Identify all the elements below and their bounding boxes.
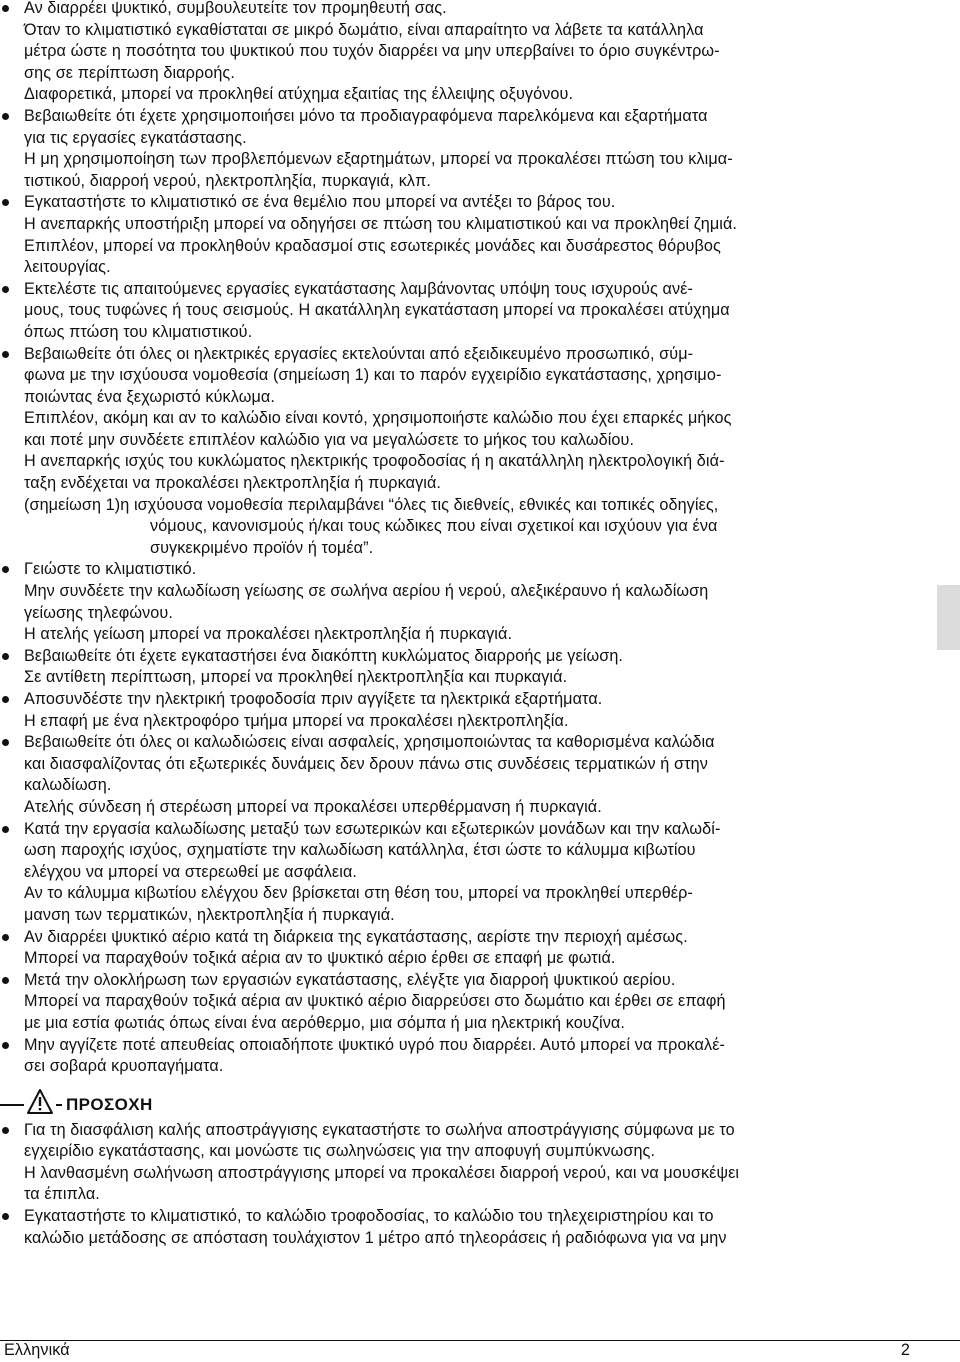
text-line: Σε αντίθετη περίπτωση, μπορεί να προκληθεί ηλεκτροπληξία και πυρκαγιά. <box>24 668 568 687</box>
caution-header <box>0 1090 912 1120</box>
text-line: τιστικού, διαρροή νερού, ηλεκτροπληξία, πυρκαγιά, κλπ. <box>24 171 431 190</box>
warning-triangle-icon <box>26 1088 54 1116</box>
text-line: Για τη διασφάλιση καλής αποστράγγισης εγκαταστήστε το σωλήνα αποστράγγισης σύμφωνα με το <box>24 1120 735 1139</box>
text-line: (σημείωση 1)η ισχύουσα νομοθεσία περιλαμβάνει “όλες τις διεθνείς, εθνικές και τοπικές οδηγίες, <box>24 495 719 514</box>
text-line: Επιπλέον, ακόμη και αν το καλώδιο είναι κοντό, χρησιμοποιήστε καλώδιο που έχει επαρκές μήκος <box>24 409 732 428</box>
text-line: Διαφορετικά, μπορεί να προκληθεί ατύχημα εξαιτίας της έλλειψης οξυγόνου. <box>24 85 574 104</box>
text-line: Εκτελέστε τις απαιτούμενες εργασίες εγκατάστασης λαμβάνοντας υπόψη τους ισχυρούς ανέ- <box>24 279 693 298</box>
bullet-item <box>0 1206 912 1249</box>
bullet-item <box>0 970 912 1035</box>
bullet-item <box>0 732 912 818</box>
caution-rule-right <box>56 1104 62 1106</box>
text-line: μανση των τερματικών, ηλεκτροπληξία ή πυρκαγιά. <box>24 905 395 924</box>
text-line: τα έπιπλα. <box>24 1185 100 1204</box>
text-line: Βεβαιωθείτε ότι έχετε χρησιμοποιήσει μόνο τα προδιαγραφόμενα παρελκόμενα και εξαρτήματα <box>24 106 708 125</box>
text-line: σει σοβαρά κρυοπαγήματα. <box>24 1057 224 1076</box>
text-line: Βεβαιωθείτε ότι όλες οι ηλεκτρικές εργασίες εκτελούνται από εξειδικευμένο προσωπικό, σύμ- <box>24 344 694 363</box>
bullet-icon <box>2 351 9 358</box>
text-line: Αν το κάλυμμα κιβωτίου ελέγχου δεν βρίσκεται στη θέση του, μπορεί να προκληθεί υπερθέρ- <box>24 884 693 903</box>
bullet-item <box>0 819 912 927</box>
bullet-item <box>0 689 912 732</box>
bullet-icon <box>2 977 9 984</box>
text-line: Εγκαταστήστε το κλιματιστικό σε ένα θεμέλιο που μπορεί να αντέξει το βάρος του. <box>24 193 616 212</box>
bullet-icon <box>2 1042 9 1049</box>
bullet-item <box>0 1035 912 1078</box>
text-line: καλώδιο μετάδοσης σε απόσταση τουλάχιστον 1 μέτρο από τηλεοράσεις ή ραδιόφωνα για να μην <box>24 1228 727 1247</box>
bullet-icon <box>2 1127 9 1134</box>
text-line: Μπορεί να παραχθούν τοξικά αέρια αν το ψυκτικό αέριο έρθει σε επαφή με φωτιά. <box>24 949 616 968</box>
text-line: λειτουργίας. <box>24 258 111 277</box>
text-line: σης σε περίπτωση διαρροής. <box>24 63 235 82</box>
text-line: με μια εστία φωτιάς όπως είναι ένα αερόθερμο, μια σόμπα ή μια ηλεκτρική κουζίνα. <box>24 1013 625 1032</box>
caution-list <box>0 1120 912 1250</box>
text-line: Γειώστε το κλιματιστικό. <box>24 560 197 579</box>
text-line: ωση παροχής ισχύος, σχηματίστε την καλωδίωση κατάλληλα, έτσι ώστε το κάλυμμα κιβωτίου <box>24 841 696 860</box>
bullet-item <box>0 646 912 689</box>
bullet-icon <box>2 696 9 703</box>
text-line: Η μη χρησιμοποίηση των προβλεπόμενων εξαρτημάτων, μπορεί να προκαλέσει πτώση του κλιμα- <box>24 150 733 169</box>
text-line: και ποτέ μην συνδέετε επιπλέον καλώδιο για να μεγαλώσετε το μήκος του καλωδίου. <box>24 430 635 449</box>
bullet-icon <box>2 826 9 833</box>
text-line: για τις εργασίες εγκατάστασης. <box>24 128 247 147</box>
footer-rule <box>0 1340 960 1341</box>
text-line: Η λανθασμένη σωλήνωση αποστράγγισης μπορεί να προκαλέσει διαρροή νερού, και να μουσκέψει <box>24 1163 740 1182</box>
text-line: εγχειρίδιο εγκατάστασης, και μονώστε τις σωληνώσεις για την αποφυγή συμπύκνωσης. <box>24 1142 656 1161</box>
text-line: Επιπλέον, μπορεί να προκληθούν κραδασμοί στις εσωτερικές μονάδες και δυσάρεστος θόρυβος <box>24 236 721 255</box>
text-line: Όταν το κλιματιστικό εγκαθίσταται σε μικρό δωμάτιο, είναι απαραίτητο να λάβετε τα κατάλληλα <box>24 20 704 39</box>
text-line: φωνα με την ισχύουσα νομοθεσία (σημείωση 1) και το παρόν εγχειρίδιο εγκατάστασης, χρησιμο- <box>24 366 722 385</box>
text-line: ταξη ενδέχεται να προκαλέσει ηλεκτροπληξία ή πυρκαγιά. <box>24 474 442 493</box>
bullet-icon <box>2 1213 9 1220</box>
bullet-icon <box>2 653 9 660</box>
bullet-icon <box>2 566 9 573</box>
text-line: Μπορεί να παραχθούν τοξικά αέρια αν ψυκτικό αέριο διαρρεύσει στο δωμάτιο και έρθει σε επαφή <box>24 992 726 1011</box>
text-line: Η ανεπαρκής ισχύς του κυκλώματος ηλεκτρικής τροφοδοσίας ή η ακατάλληλη ηλεκτρολογική διά- <box>24 452 725 471</box>
text-line: Βεβαιωθείτε ότι έχετε εγκαταστήσει ένα διακόπτη κυκλώματος διαρροής με γείωση. <box>24 646 624 665</box>
text-line: Η επαφή με ένα ηλεκτροφόρο τμήμα μπορεί να προκαλέσει ηλεκτροπληξία. <box>24 711 569 730</box>
bullet-item <box>0 344 912 495</box>
footer-language: Ελληνικά <box>4 1341 70 1359</box>
text-line: συγκεκριμένο προϊόν ή τομέα”. <box>150 538 374 557</box>
bullet-icon <box>2 113 9 120</box>
note-paragraph <box>0 495 912 560</box>
text-line: Η ανεπαρκής υποστήριξη μπορεί να οδηγήσει σε πτώση του κλιματιστικού και να προκληθεί ζημιά. <box>24 214 738 233</box>
bullet-icon <box>2 286 9 293</box>
page-number: 2 <box>900 1341 910 1359</box>
bullet-icon <box>2 5 9 12</box>
text-line: Αποσυνδέστε την ηλεκτρική τροφοδοσία πριν αγγίξετε τα ηλεκτρικά εξαρτήματα. <box>24 690 603 708</box>
text-line: Η ατελής γείωση μπορεί να προκαλέσει ηλεκτροπληξία ή πυρκαγιά. <box>24 625 513 644</box>
caution-rule <box>0 1104 24 1106</box>
bullet-item <box>0 927 912 970</box>
text-line: Βεβαιωθείτε ότι όλες οι καλωδιώσεις είναι ασφαλείς, χρησιμοποιώντας τα καθορισμένα καλώδια <box>24 733 715 752</box>
text-line: Μετά την ολοκλήρωση των εργασιών εγκατάστασης, ελέγξτε για διαρροή ψυκτικού αερίου. <box>24 970 676 989</box>
text-line: μους, τους τυφώνες ή τους σεισμούς. Η ακατάλληλη εγκατάσταση μπορεί να προκαλέσει ατύχημα <box>24 301 730 320</box>
text-line: γείωσης τηλεφώνου. <box>24 603 173 622</box>
bullet-item <box>0 559 912 645</box>
text-line: ελέγχου να μπορεί να στερεωθεί με ασφάλεια. <box>24 862 358 881</box>
bullet-item <box>0 0 912 20</box>
text-line: μέτρα ώστε η ποσότητα του ψυκτικού που τυχόν διαρρέει να μην υπερβαίνει το όριο συγκέντρω- <box>24 42 720 61</box>
bullet-item <box>0 279 912 344</box>
text-line: Κατά την εργασία καλωδίωσης μεταξύ των εσωτερικών και εξωτερικών μονάδων και την καλωδί- <box>24 819 721 838</box>
paragraph <box>0 20 912 106</box>
text-line: ποιώντας ένα ξεχωριστό κύκλωμα. <box>24 387 275 406</box>
bullet-icon <box>2 934 9 941</box>
text-line: νόμους, κανονισμούς ή/και τους κώδικες που είναι σχετικοί και ισχύουν για ένα <box>150 517 718 536</box>
page-footer <box>0 1340 960 1362</box>
bullet-item <box>0 192 912 278</box>
text-line: Αν διαρρέει ψυκτικό, συμβουλευτείτε τον προμηθευτή σας. <box>24 0 447 17</box>
bullet-icon <box>2 199 9 206</box>
text-line: καλωδίωση. <box>24 776 112 795</box>
bullet-item <box>0 1120 912 1206</box>
text-line: Μην συνδέετε την καλωδίωση γείωσης σε σωλήνα αερίου ή νερού, αλεξικέραυνο ή καλωδίωση <box>24 582 709 601</box>
bullet-icon <box>2 739 9 746</box>
bullet-item <box>0 106 912 192</box>
language-side-tab <box>937 585 960 650</box>
text-line: όπως πτώση του κλιματιστικού. <box>24 322 253 341</box>
text-line: και διασφαλίζοντας ότι εξωτερικές δυνάμεις δεν δρουν πάνω στις συνδέσεις τερματικών ή στην <box>24 754 708 773</box>
text-line: Εγκαταστήστε το κλιματιστικό, το καλώδιο τροφοδοσίας, το καλώδιο του τηλεχειριστηρίου και το <box>24 1207 714 1226</box>
caution-title: ΠΡΟΣΟΧΗ <box>66 1094 153 1114</box>
text-line: Μην αγγίζετε ποτέ απευθείας οποιαδήποτε ψυκτικό υγρό που διαρρέει. Αυτό μπορεί να προκαλέ- <box>24 1035 726 1054</box>
text-line: Αν διαρρέει ψυκτικό αέριο κατά τη διάρκεια της εγκατάστασης, αερίστε την περιοχή αμέσως. <box>24 927 688 946</box>
text-line: Ατελής σύνδεση ή στερέωση μπορεί να προκαλέσει υπερθέρμανση ή πυρκαγιά. <box>24 797 602 816</box>
